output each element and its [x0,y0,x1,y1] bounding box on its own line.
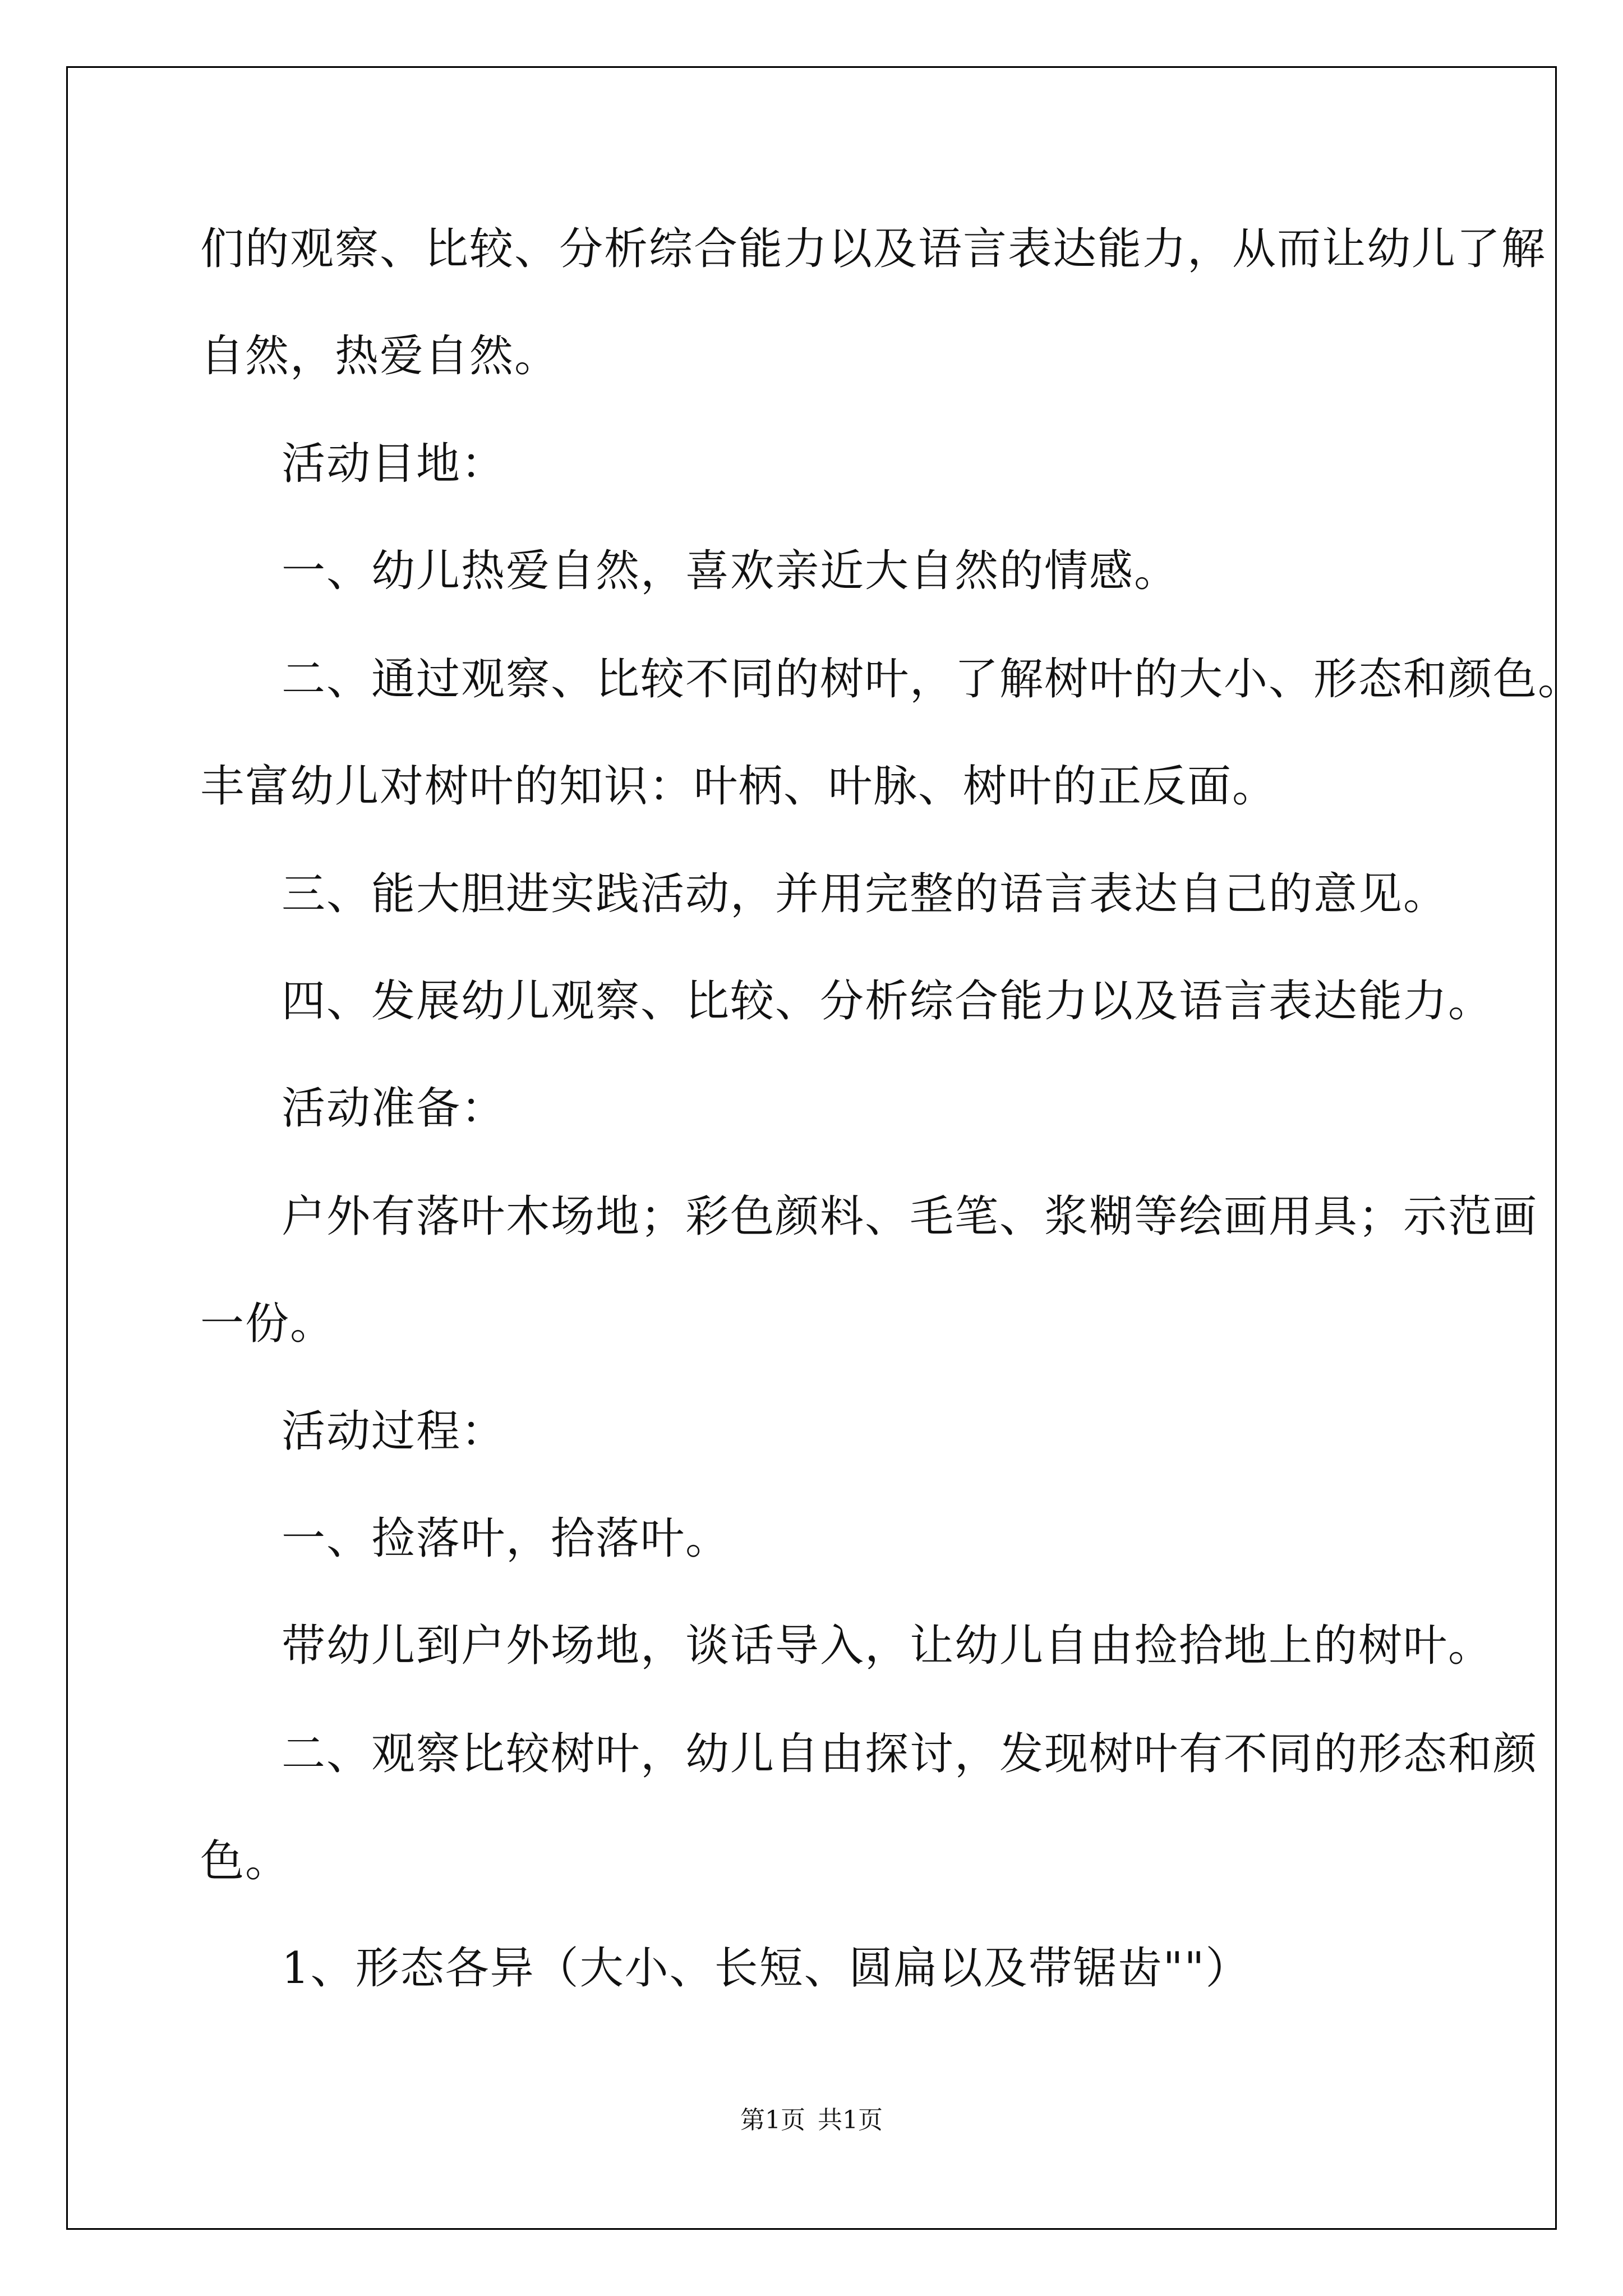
section-heading: 活动准备： [282,1083,506,1134]
paragraph-line: 二、观察比较树叶，幼儿自由探讨，发现树叶有不同的形态和颜 [282,1729,1538,1779]
section-heading: 活动目地： [282,439,506,489]
paragraph-line: 带幼儿到户外场地，谈话导入，让幼儿自由捡拾地上的树叶。 [282,1621,1493,1671]
paragraph-line: 户外有落叶木场地；彩色颜料、毛笔、浆糊等绘画用具；示范画 [282,1191,1538,1242]
paragraph-line: 们的观察、比较、分析综合能力以及语言表达能力，从而让幼儿了解 [200,224,1547,274]
paragraph-line: 1、形态各异（大小、长短、圆扁以及带锯齿""） [282,1943,1251,1994]
page-number: 第1页 [740,2106,805,2134]
page-border [66,66,1557,2230]
paragraph-line: 色。 [200,1836,291,1887]
paragraph-line: 二、通过观察、比较不同的树叶，了解树叶的大小、形态和颜色。 [282,654,1583,705]
page-footer [0,2100,1623,2136]
page-total: 共1页 [818,2106,883,2134]
paragraph-line: 四、发展幼儿观察、比较、分析综合能力以及语言表达能力。 [282,976,1493,1027]
paragraph-line: 一、幼儿热爱自然，喜欢亲近大自然的情感。 [282,546,1179,596]
paragraph-line: 丰富幼儿对树叶的知识：叶柄、叶脉、树叶的正反面。 [200,761,1278,812]
paragraph-line: 三、能大胆进实践活动，并用完整的语言表达自己的意见。 [282,869,1449,919]
paragraph-line: 自然，热爱自然。 [200,331,560,381]
section-heading: 活动过程： [282,1406,506,1457]
paragraph-line: 一份。 [200,1299,335,1349]
paragraph-line: 一、捡落叶，拾落叶。 [282,1513,731,1564]
